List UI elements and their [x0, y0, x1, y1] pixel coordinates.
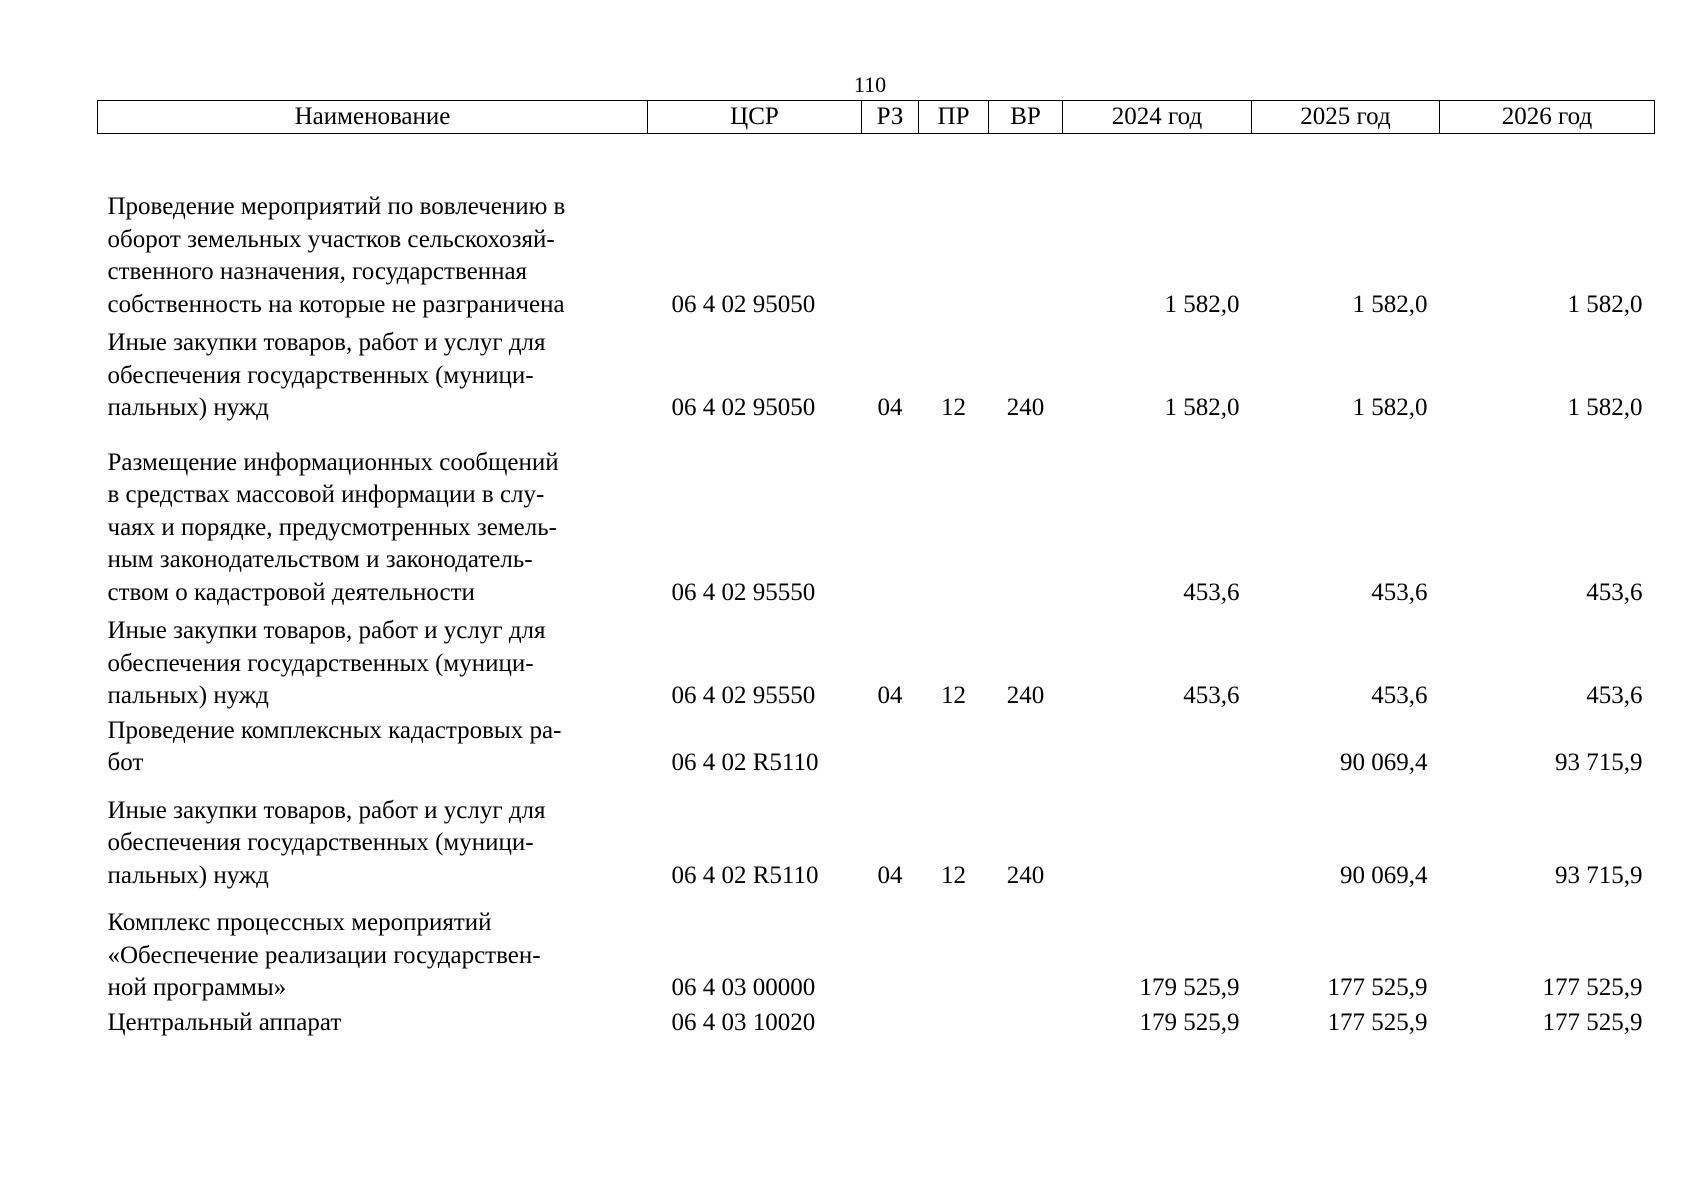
row-name-line: обеспечения государственных (муници- — [107, 649, 534, 677]
row-csr: 06 4 02 95550 — [671, 682, 816, 709]
row-name-line: Иные закупки товаров, работ и услуг для — [107, 617, 546, 644]
row-2024: 179 525,9 — [1139, 974, 1240, 1001]
row-csr: 06 4 02 95550 — [671, 578, 816, 606]
table-row — [98, 1005, 1655, 1040]
row-vr — [989, 713, 1063, 780]
row-name-line: Иные закупки товаров, работ и услуг для — [107, 329, 546, 356]
row-2024: 1 582,0 — [1164, 394, 1240, 421]
row-pr — [919, 425, 989, 610]
row-rz — [862, 892, 919, 1005]
row-csr: 06 4 02 95050 — [671, 290, 816, 318]
header-2024: 2024 год — [1063, 101, 1252, 134]
table-row — [98, 892, 1655, 1005]
row-name-line: ным законодательством и законодатель- — [107, 546, 533, 573]
row-2025: 177 525,9 — [1327, 1008, 1428, 1036]
row-rz: 04 — [877, 682, 903, 709]
row-2024: 453,6 — [1183, 578, 1240, 606]
header-2026: 2026 год — [1440, 101, 1655, 134]
row-vr — [989, 1005, 1063, 1040]
header-spacer — [98, 134, 1655, 192]
row-pr — [919, 1005, 989, 1040]
header-vr: ВР — [989, 101, 1063, 134]
row-name-line: пальных) нужд — [107, 861, 269, 889]
table-header-row — [98, 101, 1655, 134]
row-name-line: «Обеспечение реализации государствен- — [107, 941, 541, 969]
row-2026: 453,6 — [1586, 578, 1643, 606]
row-2024 — [1063, 780, 1252, 893]
row-name-line: ством о кадастровой деятельности — [107, 578, 475, 606]
row-2026: 93 715,9 — [1555, 861, 1643, 889]
row-name-line: собственность на которые не разграничена — [107, 290, 565, 318]
header-name: Наименование — [98, 101, 648, 134]
row-name-line: ственного назначения, государственная — [107, 258, 528, 285]
row-vr — [989, 892, 1063, 1005]
row-2026: 93 715,9 — [1555, 749, 1643, 776]
header-pr: ПР — [919, 101, 989, 134]
row-name — [98, 321, 648, 425]
row-csr: 06 4 02 R5110 — [671, 861, 819, 889]
row-name-line: Центральный аппарат — [107, 1008, 342, 1036]
row-name — [98, 609, 648, 713]
table-row — [98, 425, 1655, 610]
row-2025: 453,6 — [1371, 578, 1428, 606]
row-rz — [862, 713, 919, 780]
row-name — [98, 1005, 648, 1040]
row-name-line: обеспечения государственных (муници- — [107, 829, 534, 856]
header-2025: 2025 год — [1252, 101, 1440, 134]
row-2026: 1 582,0 — [1567, 394, 1643, 421]
row-name-line: Иные закупки товаров, работ и услуг для — [107, 796, 546, 824]
row-name — [98, 191, 648, 321]
budget-table — [97, 100, 1655, 1039]
row-csr: 06 4 03 10020 — [671, 1008, 816, 1036]
row-2024: 453,6 — [1183, 682, 1240, 709]
row-csr: 06 4 03 00000 — [671, 974, 816, 1001]
row-vr: 240 — [1006, 861, 1045, 889]
row-2024: 1 582,0 — [1164, 290, 1240, 318]
row-vr: 240 — [1006, 394, 1045, 421]
row-name-line: пальных) нужд — [107, 682, 269, 709]
row-name-line: в средствах массовой информации в слу- — [107, 481, 545, 508]
row-2025: 90 069,4 — [1340, 749, 1428, 776]
row-name-line: Проведение мероприятий по вовлечению в — [107, 193, 566, 220]
row-2025: 1 582,0 — [1352, 290, 1428, 318]
row-rz: 04 — [877, 861, 903, 889]
header-rz: РЗ — [862, 101, 919, 134]
row-name-line: оборот земельных участков сельскохозяй- — [107, 225, 555, 253]
row-2025: 90 069,4 — [1340, 861, 1428, 889]
row-csr: 06 4 02 R5110 — [671, 749, 819, 776]
row-name-line: бот — [107, 749, 144, 776]
row-name — [98, 425, 648, 610]
row-name — [98, 892, 648, 1005]
table-row — [98, 191, 1655, 321]
row-name-line: Размещение информационных сообщений — [107, 448, 559, 476]
row-pr — [919, 191, 989, 321]
row-name-line: ной программы» — [107, 974, 287, 1001]
row-name-line: пальных) нужд — [107, 394, 269, 421]
row-2026: 177 525,9 — [1542, 1008, 1643, 1036]
table-row — [98, 609, 1655, 713]
row-rz: 04 — [877, 394, 903, 421]
row-2026: 177 525,9 — [1542, 974, 1643, 1001]
row-vr — [989, 425, 1063, 610]
page-number: 110 — [853, 72, 887, 97]
row-name-line: чаях и порядке, предусмотренных земель- — [107, 513, 557, 541]
row-rz — [862, 1005, 919, 1040]
row-2025: 453,6 — [1371, 682, 1428, 709]
row-2024 — [1063, 713, 1252, 780]
row-2024: 179 525,9 — [1139, 1008, 1240, 1036]
row-pr: 12 — [941, 682, 966, 709]
row-pr — [919, 713, 989, 780]
row-2025: 1 582,0 — [1352, 394, 1428, 421]
row-name-line: обеспечения государственных (муници- — [107, 361, 534, 389]
row-csr: 06 4 02 95050 — [671, 394, 816, 421]
row-pr — [919, 892, 989, 1005]
row-name — [98, 780, 648, 893]
row-name — [98, 713, 648, 780]
row-pr: 12 — [941, 394, 966, 421]
row-name-line: Комплекс процессных мероприятий — [107, 909, 492, 936]
table-body — [98, 134, 1655, 1040]
row-2026: 453,6 — [1586, 682, 1643, 709]
table-row — [98, 321, 1655, 425]
header-csr: ЦСР — [648, 101, 862, 134]
table-row — [98, 780, 1655, 893]
row-rz — [862, 425, 919, 610]
row-name-line: Проведение комплексных кадастровых ра- — [107, 716, 562, 744]
row-pr: 12 — [941, 861, 966, 889]
row-2025: 177 525,9 — [1327, 974, 1428, 1001]
row-vr — [989, 191, 1063, 321]
row-vr: 240 — [1006, 682, 1045, 709]
table-row — [98, 713, 1655, 780]
row-rz — [862, 191, 919, 321]
row-2026: 1 582,0 — [1567, 290, 1643, 318]
